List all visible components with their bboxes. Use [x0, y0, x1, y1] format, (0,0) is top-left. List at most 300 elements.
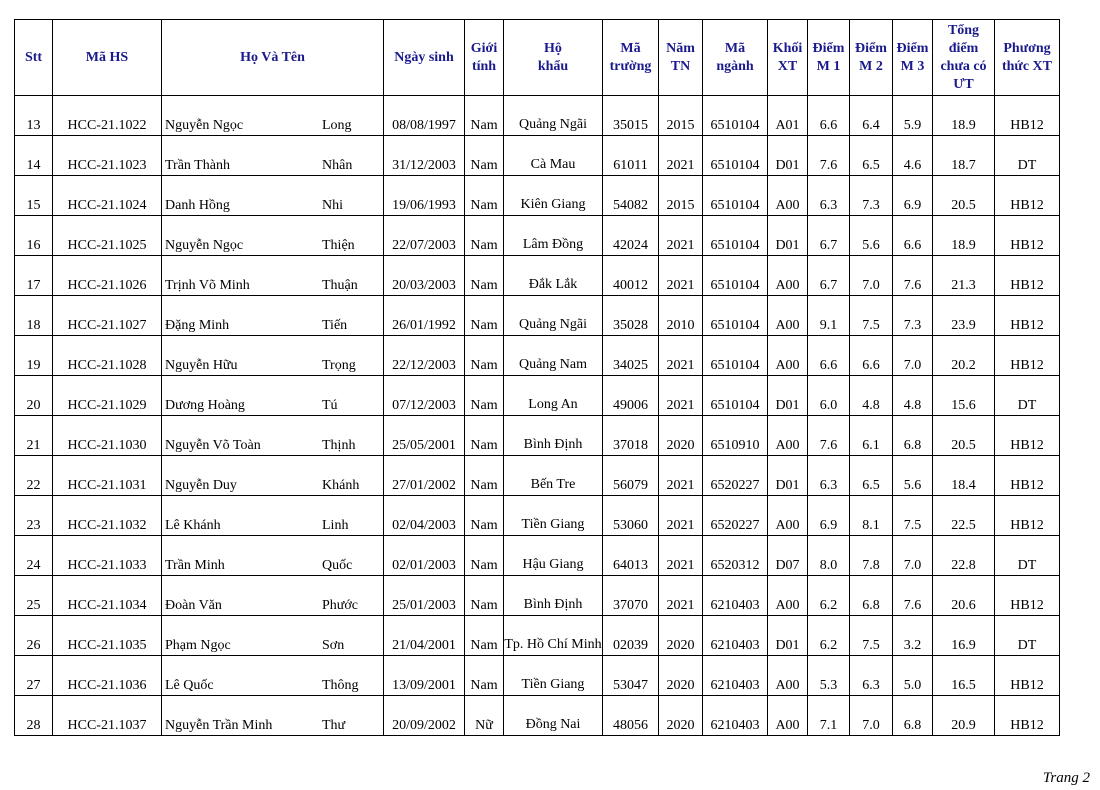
cell-diem-m3: 7.3 [893, 296, 933, 336]
cell-ma-hs: HCC-21.1031 [53, 456, 162, 496]
cell-tong-diem: 20.2 [933, 336, 995, 376]
cell-khoi-xt: A00 [768, 576, 808, 616]
cell-nam-tn: 2020 [659, 416, 703, 456]
cell-ho-khau: Tp. Hồ Chí Minh [504, 616, 603, 656]
cell-diem-m3: 7.6 [893, 256, 933, 296]
cell-ho-ten [162, 416, 384, 456]
cell-gioi-tinh: Nam [465, 656, 504, 696]
table-row [15, 136, 1060, 176]
header-tong-diem: Tổng điểm chưa có ƯT [933, 20, 995, 96]
cell-ho-khau: Bình Định [504, 416, 603, 456]
cell-ngay-sinh: 20/03/2003 [384, 256, 465, 296]
cell-diem-m2: 8.1 [850, 496, 893, 536]
cell-diem-m3: 5.0 [893, 656, 933, 696]
ho-dem: Nguyễn Hữu [165, 358, 238, 373]
cell-stt: 20 [15, 376, 53, 416]
header-diem-m3: Điểm M 3 [893, 20, 933, 96]
cell-ma-hs: HCC-21.1028 [53, 336, 162, 376]
cell-tong-diem: 16.5 [933, 656, 995, 696]
cell-ma-hs: HCC-21.1034 [53, 576, 162, 616]
cell-ma-truong: 56079 [603, 456, 659, 496]
cell-nam-tn: 2020 [659, 696, 703, 736]
table-row [15, 656, 1060, 696]
cell-diem-m3: 7.5 [893, 496, 933, 536]
table-row [15, 696, 1060, 736]
cell-ngay-sinh: 02/01/2003 [384, 536, 465, 576]
cell-diem-m3: 7.0 [893, 536, 933, 576]
cell-ho-khau: Lâm Đồng [504, 216, 603, 256]
cell-diem-m2: 7.5 [850, 616, 893, 656]
cell-ma-hs: HCC-21.1033 [53, 536, 162, 576]
cell-ma-hs: HCC-21.1026 [53, 256, 162, 296]
cell-diem-m2: 4.8 [850, 376, 893, 416]
cell-phuong-thuc: HB12 [995, 496, 1060, 536]
header-ma-nganh: Mã ngành [703, 20, 768, 96]
cell-ngay-sinh: 26/01/1992 [384, 296, 465, 336]
cell-phuong-thuc: DT [995, 536, 1060, 576]
cell-gioi-tinh: Nam [465, 296, 504, 336]
cell-ho-ten [162, 576, 384, 616]
cell-ho-khau: Tiền Giang [504, 496, 603, 536]
cell-diem-m3: 3.2 [893, 616, 933, 656]
cell-ho-ten [162, 96, 384, 136]
cell-khoi-xt: A00 [768, 496, 808, 536]
ho-dem: Lê Quốc [165, 678, 214, 693]
ho-dem: Phạm Ngọc [165, 638, 231, 653]
cell-khoi-xt: D01 [768, 456, 808, 496]
cell-ma-nganh: 6520227 [703, 456, 768, 496]
cell-nam-tn: 2021 [659, 496, 703, 536]
cell-ma-nganh: 6510104 [703, 216, 768, 256]
cell-tong-diem: 15.6 [933, 376, 995, 416]
ten: Thư [322, 718, 346, 733]
cell-diem-m1: 6.0 [808, 376, 850, 416]
cell-phuong-thuc: HB12 [995, 216, 1060, 256]
cell-stt: 28 [15, 696, 53, 736]
cell-ho-ten [162, 456, 384, 496]
cell-diem-m1: 7.6 [808, 136, 850, 176]
cell-phuong-thuc: HB12 [995, 656, 1060, 696]
cell-diem-m2: 6.6 [850, 336, 893, 376]
cell-ngay-sinh: 20/09/2002 [384, 696, 465, 736]
cell-ma-hs: HCC-21.1023 [53, 136, 162, 176]
cell-tong-diem: 18.9 [933, 96, 995, 136]
cell-ho-khau: Bình Định [504, 576, 603, 616]
cell-ma-hs: HCC-21.1024 [53, 176, 162, 216]
cell-nam-tn: 2021 [659, 536, 703, 576]
header-gioi-tinh: Giới tính [465, 20, 504, 96]
ho-dem: Danh Hồng [165, 198, 230, 213]
table-row [15, 416, 1060, 456]
cell-gioi-tinh: Nam [465, 216, 504, 256]
cell-diem-m3: 6.6 [893, 216, 933, 256]
cell-phuong-thuc: HB12 [995, 456, 1060, 496]
cell-nam-tn: 2021 [659, 256, 703, 296]
cell-tong-diem: 22.5 [933, 496, 995, 536]
cell-gioi-tinh: Nữ [465, 696, 504, 736]
cell-ma-truong: 53060 [603, 496, 659, 536]
cell-ma-nganh: 6510104 [703, 136, 768, 176]
cell-nam-tn: 2021 [659, 216, 703, 256]
cell-ma-truong: 48056 [603, 696, 659, 736]
cell-ma-truong: 35028 [603, 296, 659, 336]
ten: Thuận [322, 278, 358, 293]
cell-ho-khau: Quảng Ngãi [504, 96, 603, 136]
cell-gioi-tinh: Nam [465, 256, 504, 296]
cell-phuong-thuc: HB12 [995, 336, 1060, 376]
cell-diem-m2: 7.8 [850, 536, 893, 576]
cell-ho-ten [162, 336, 384, 376]
cell-ma-nganh: 6520227 [703, 496, 768, 536]
cell-ngay-sinh: 13/09/2001 [384, 656, 465, 696]
cell-khoi-xt: A00 [768, 696, 808, 736]
cell-nam-tn: 2010 [659, 296, 703, 336]
table-row [15, 296, 1060, 336]
cell-ho-ten [162, 616, 384, 656]
cell-diem-m1: 6.6 [808, 96, 850, 136]
cell-ho-ten [162, 376, 384, 416]
cell-diem-m3: 5.9 [893, 96, 933, 136]
cell-diem-m2: 5.6 [850, 216, 893, 256]
cell-gioi-tinh: Nam [465, 96, 504, 136]
ho-dem: Nguyễn Duy [165, 478, 237, 493]
ho-dem: Dương Hoàng [165, 398, 245, 413]
cell-ma-truong: 37070 [603, 576, 659, 616]
cell-phuong-thuc: DT [995, 376, 1060, 416]
cell-diem-m3: 7.6 [893, 576, 933, 616]
cell-ma-nganh: 6510104 [703, 296, 768, 336]
cell-ho-khau: Cà Mau [504, 136, 603, 176]
cell-ma-hs: HCC-21.1037 [53, 696, 162, 736]
cell-nam-tn: 2021 [659, 336, 703, 376]
cell-stt: 26 [15, 616, 53, 656]
cell-ho-ten [162, 216, 384, 256]
cell-khoi-xt: A00 [768, 256, 808, 296]
cell-diem-m1: 7.1 [808, 696, 850, 736]
page-number: Trang 2 [1042, 770, 1090, 786]
cell-ngay-sinh: 31/12/2003 [384, 136, 465, 176]
cell-ho-ten [162, 496, 384, 536]
cell-diem-m1: 6.2 [808, 616, 850, 656]
header-nam-tn: Năm TN [659, 20, 703, 96]
cell-ma-truong: 42024 [603, 216, 659, 256]
cell-stt: 18 [15, 296, 53, 336]
cell-ho-ten [162, 536, 384, 576]
cell-ma-truong: 54082 [603, 176, 659, 216]
cell-diem-m2: 6.5 [850, 456, 893, 496]
cell-tong-diem: 20.5 [933, 176, 995, 216]
cell-ma-nganh: 6510104 [703, 336, 768, 376]
cell-diem-m3: 6.9 [893, 176, 933, 216]
cell-phuong-thuc: HB12 [995, 176, 1060, 216]
cell-diem-m2: 7.0 [850, 696, 893, 736]
header-ngay-sinh: Ngày sinh [384, 20, 465, 96]
ho-dem: Lê Khánh [165, 518, 221, 533]
cell-khoi-xt: A00 [768, 656, 808, 696]
table-row [15, 336, 1060, 376]
ten: Linh [322, 518, 349, 533]
ten: Tú [322, 398, 338, 413]
ten: Trọng [322, 358, 356, 373]
cell-phuong-thuc: HB12 [995, 416, 1060, 456]
cell-diem-m3: 5.6 [893, 456, 933, 496]
cell-khoi-xt: A00 [768, 336, 808, 376]
cell-stt: 25 [15, 576, 53, 616]
cell-diem-m2: 6.1 [850, 416, 893, 456]
cell-diem-m1: 6.7 [808, 216, 850, 256]
cell-ma-nganh: 6510104 [703, 376, 768, 416]
cell-tong-diem: 21.3 [933, 256, 995, 296]
cell-stt: 23 [15, 496, 53, 536]
cell-ma-nganh: 6210403 [703, 576, 768, 616]
ten: Khánh [322, 478, 360, 493]
cell-tong-diem: 22.8 [933, 536, 995, 576]
cell-diem-m2: 7.0 [850, 256, 893, 296]
cell-ma-nganh: 6510104 [703, 96, 768, 136]
cell-tong-diem: 18.9 [933, 216, 995, 256]
cell-gioi-tinh: Nam [465, 616, 504, 656]
cell-ma-truong: 49006 [603, 376, 659, 416]
cell-diem-m2: 6.3 [850, 656, 893, 696]
cell-diem-m2: 7.5 [850, 296, 893, 336]
cell-ma-truong: 34025 [603, 336, 659, 376]
ho-dem: Trần Minh [165, 558, 225, 573]
table-row [15, 576, 1060, 616]
cell-ho-khau: Bến Tre [504, 456, 603, 496]
cell-ho-ten [162, 256, 384, 296]
cell-tong-diem: 20.9 [933, 696, 995, 736]
cell-ngay-sinh: 02/04/2003 [384, 496, 465, 536]
ten: Sơn [322, 638, 345, 653]
cell-stt: 27 [15, 656, 53, 696]
cell-ngay-sinh: 25/01/2003 [384, 576, 465, 616]
cell-ngay-sinh: 25/05/2001 [384, 416, 465, 456]
cell-nam-tn: 2021 [659, 576, 703, 616]
cell-khoi-xt: D01 [768, 136, 808, 176]
ho-dem: Trần Thành [165, 158, 230, 173]
ten: Thông [322, 678, 359, 693]
cell-ngay-sinh: 08/08/1997 [384, 96, 465, 136]
ho-dem: Nguyễn Ngọc [165, 238, 244, 253]
ho-dem: Nguyễn Ngọc [165, 118, 244, 133]
cell-khoi-xt: A01 [768, 96, 808, 136]
ten: Thiện [322, 238, 355, 253]
cell-phuong-thuc: HB12 [995, 296, 1060, 336]
cell-ho-khau: Hậu Giang [504, 536, 603, 576]
cell-phuong-thuc: HB12 [995, 256, 1060, 296]
cell-diem-m2: 6.5 [850, 136, 893, 176]
cell-gioi-tinh: Nam [465, 136, 504, 176]
cell-stt: 16 [15, 216, 53, 256]
cell-ho-ten [162, 136, 384, 176]
cell-ho-ten [162, 656, 384, 696]
header-khoi-xt: Khối XT [768, 20, 808, 96]
cell-diem-m2: 7.3 [850, 176, 893, 216]
table-row [15, 256, 1060, 296]
cell-stt: 14 [15, 136, 53, 176]
cell-diem-m3: 7.0 [893, 336, 933, 376]
cell-khoi-xt: D01 [768, 376, 808, 416]
cell-khoi-xt: A00 [768, 296, 808, 336]
cell-ma-truong: 53047 [603, 656, 659, 696]
cell-ma-nganh: 6210403 [703, 656, 768, 696]
cell-diem-m1: 6.6 [808, 336, 850, 376]
cell-tong-diem: 18.7 [933, 136, 995, 176]
cell-ma-truong: 40012 [603, 256, 659, 296]
student-table [14, 19, 1060, 736]
cell-nam-tn: 2015 [659, 96, 703, 136]
header-ho-ten: Họ Và Tên [162, 20, 384, 96]
table-row [15, 96, 1060, 136]
cell-ma-nganh: 6520312 [703, 536, 768, 576]
cell-ho-ten [162, 296, 384, 336]
header-diem-m2: Điểm M 2 [850, 20, 893, 96]
cell-diem-m3: 6.8 [893, 696, 933, 736]
cell-phuong-thuc: HB12 [995, 696, 1060, 736]
cell-tong-diem: 16.9 [933, 616, 995, 656]
cell-ma-nganh: 6210403 [703, 616, 768, 656]
cell-ngay-sinh: 27/01/2002 [384, 456, 465, 496]
table-row [15, 616, 1060, 656]
cell-nam-tn: 2021 [659, 456, 703, 496]
header-ma-truong: Mã trường [603, 20, 659, 96]
cell-ma-hs: HCC-21.1030 [53, 416, 162, 456]
header-row [15, 20, 1060, 96]
table-row [15, 456, 1060, 496]
cell-diem-m1: 6.7 [808, 256, 850, 296]
cell-gioi-tinh: Nam [465, 176, 504, 216]
cell-diem-m1: 7.6 [808, 416, 850, 456]
cell-ma-truong: 61011 [603, 136, 659, 176]
cell-stt: 17 [15, 256, 53, 296]
cell-gioi-tinh: Nam [465, 576, 504, 616]
cell-khoi-xt: D01 [768, 616, 808, 656]
cell-diem-m3: 6.8 [893, 416, 933, 456]
ho-dem: Đoàn Văn [165, 598, 222, 613]
table-row [15, 536, 1060, 576]
cell-tong-diem: 20.5 [933, 416, 995, 456]
cell-stt: 22 [15, 456, 53, 496]
ho-dem: Nguyễn Võ Toàn [165, 438, 261, 453]
cell-stt: 15 [15, 176, 53, 216]
table-row [15, 176, 1060, 216]
header-stt: Stt [15, 20, 53, 96]
cell-ngay-sinh: 07/12/2003 [384, 376, 465, 416]
cell-nam-tn: 2020 [659, 656, 703, 696]
cell-diem-m1: 5.3 [808, 656, 850, 696]
cell-ngay-sinh: 21/04/2001 [384, 616, 465, 656]
cell-ho-khau: Kiên Giang [504, 176, 603, 216]
cell-ma-nganh: 6510104 [703, 256, 768, 296]
cell-stt: 21 [15, 416, 53, 456]
ho-dem: Đặng Minh [165, 318, 230, 333]
cell-ngay-sinh: 22/07/2003 [384, 216, 465, 256]
cell-ma-hs: HCC-21.1029 [53, 376, 162, 416]
cell-stt: 13 [15, 96, 53, 136]
cell-stt: 19 [15, 336, 53, 376]
ten: Long [322, 118, 352, 133]
header-ma-hs: Mã HS [53, 20, 162, 96]
cell-khoi-xt: D07 [768, 536, 808, 576]
ten: Phước [322, 598, 358, 613]
cell-ma-hs: HCC-21.1025 [53, 216, 162, 256]
table-row [15, 496, 1060, 536]
cell-diem-m2: 6.8 [850, 576, 893, 616]
cell-tong-diem: 23.9 [933, 296, 995, 336]
cell-ma-nganh: 6210403 [703, 696, 768, 736]
cell-ho-ten [162, 176, 384, 216]
cell-ma-truong: 37018 [603, 416, 659, 456]
cell-diem-m2: 6.4 [850, 96, 893, 136]
cell-phuong-thuc: HB12 [995, 576, 1060, 616]
cell-stt: 24 [15, 536, 53, 576]
cell-nam-tn: 2021 [659, 136, 703, 176]
ten: Thịnh [322, 438, 356, 453]
cell-ma-hs: HCC-21.1032 [53, 496, 162, 536]
cell-gioi-tinh: Nam [465, 496, 504, 536]
cell-ho-khau: Long An [504, 376, 603, 416]
ho-dem: Trịnh Võ Minh [165, 278, 250, 293]
header-diem-m1: Điểm M 1 [808, 20, 850, 96]
cell-ma-truong: 35015 [603, 96, 659, 136]
ten: Nhân [322, 158, 353, 173]
cell-diem-m1: 9.1 [808, 296, 850, 336]
table-row [15, 216, 1060, 256]
cell-phuong-thuc: DT [995, 136, 1060, 176]
cell-gioi-tinh: Nam [465, 456, 504, 496]
cell-ho-ten [162, 696, 384, 736]
cell-ho-khau: Đắk Lắk [504, 256, 603, 296]
ten: Nhi [322, 198, 343, 213]
cell-phuong-thuc: HB12 [995, 96, 1060, 136]
ten: Quốc [322, 558, 353, 573]
cell-diem-m1: 8.0 [808, 536, 850, 576]
cell-diem-m3: 4.6 [893, 136, 933, 176]
cell-khoi-xt: D01 [768, 216, 808, 256]
cell-diem-m1: 6.3 [808, 456, 850, 496]
table-row [15, 376, 1060, 416]
cell-khoi-xt: A00 [768, 176, 808, 216]
cell-ma-nganh: 6510104 [703, 176, 768, 216]
cell-khoi-xt: A00 [768, 416, 808, 456]
cell-diem-m1: 6.2 [808, 576, 850, 616]
cell-nam-tn: 2015 [659, 176, 703, 216]
cell-gioi-tinh: Nam [465, 536, 504, 576]
ho-dem: Nguyễn Trần Minh [165, 718, 273, 733]
cell-ho-khau: Tiền Giang [504, 656, 603, 696]
cell-nam-tn: 2021 [659, 376, 703, 416]
cell-nam-tn: 2020 [659, 616, 703, 656]
cell-ma-nganh: 6510910 [703, 416, 768, 456]
cell-diem-m3: 4.8 [893, 376, 933, 416]
cell-gioi-tinh: Nam [465, 416, 504, 456]
cell-tong-diem: 18.4 [933, 456, 995, 496]
cell-ma-hs: HCC-21.1027 [53, 296, 162, 336]
cell-ma-truong: 64013 [603, 536, 659, 576]
cell-ngay-sinh: 22/12/2003 [384, 336, 465, 376]
cell-ma-hs: HCC-21.1022 [53, 96, 162, 136]
cell-phuong-thuc: DT [995, 616, 1060, 656]
cell-ho-khau: Đồng Nai [504, 696, 603, 736]
cell-ngay-sinh: 19/06/1993 [384, 176, 465, 216]
cell-tong-diem: 20.6 [933, 576, 995, 616]
cell-ho-khau: Quảng Ngãi [504, 296, 603, 336]
cell-gioi-tinh: Nam [465, 376, 504, 416]
header-phuong-thuc: Phương thức XT [995, 20, 1060, 96]
cell-diem-m1: 6.3 [808, 176, 850, 216]
cell-ma-hs: HCC-21.1036 [53, 656, 162, 696]
header-ho-khau: Hộ khẩu [504, 20, 603, 96]
